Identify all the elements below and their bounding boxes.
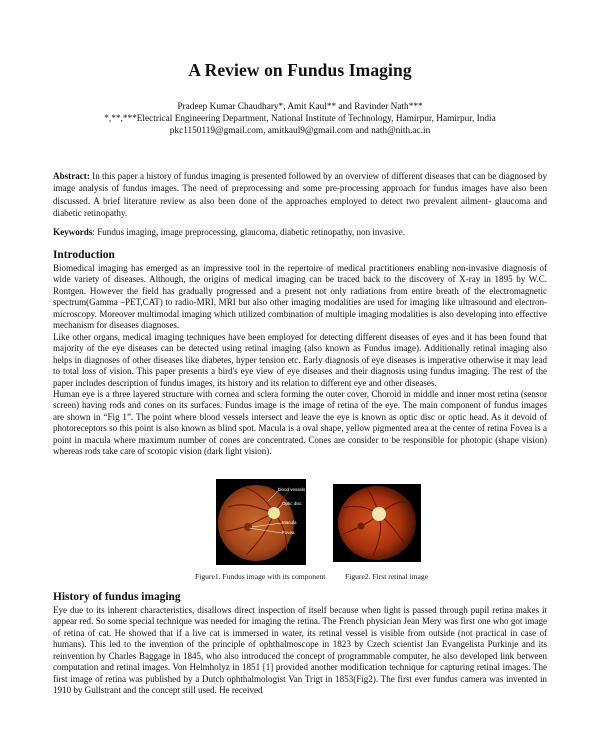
abstract xyxy=(53,170,547,219)
label-blood-vessels: blood vessels xyxy=(278,487,306,492)
optic-disc-drawing xyxy=(372,507,386,521)
label-fovea: Fovea xyxy=(282,530,295,535)
macula-drawing xyxy=(358,523,365,530)
history-heading: History of fundus imaging xyxy=(53,591,181,603)
keywords-text: : Fundus imaging, image preprocessing, glaucoma, diabetic retinopathy, non invasive. xyxy=(92,227,405,237)
introduction-body xyxy=(53,263,547,458)
author-block xyxy=(0,101,600,138)
figure-1-fundus-image xyxy=(216,479,306,565)
retina-disc xyxy=(338,486,416,560)
keywords-label: Keywords xyxy=(53,227,93,237)
introduction-heading: Introduction xyxy=(53,249,115,261)
abstract-text: In this paper a history of fundus imaging is presented followed by an overview of different diseases that can be diagnosed by image analysis of fundus images. The need of preprocessing and some pre-processing approach for fundus images have also been discussed. A brief literature review as also been done of the approaches employed to detect two prevalent ailment- glaucoma and diabetic retinopathy. xyxy=(53,171,547,218)
intro-paragraph: Biomedical imaging has emerged as an impressive tool in the repertoire of medical practitioners enabling non-invasive diagnosis of wide variety of diseases. Although, the origins of medical imaging can be traced back to the discovery of X-ray in 1895 by W.C. Rontgen. However the field has gradually progressed and a present not only radiations from entire breath of the electromagnetic spectrum(Gamma –PET,CAT) to radio-MRI, MRI but also other imaging modalities are used for imaging like ultrasound and electron-microscopy. Moreover multimodal imaging which utilized combination of multiple imaging modalities is also developing into effective mechanism for diseases diagnoses. xyxy=(53,263,547,331)
author-names: Pradeep Kumar Chaudhary*, Amit Kaul** and Ravinder Nath*** xyxy=(177,102,423,112)
author-affiliation: *,**,***Electrical Engineering Department, National Institute of Technology, Hamirpur, Hamirpur, India xyxy=(104,114,496,125)
paper-title: A Review on Fundus Imaging xyxy=(188,60,412,80)
label-macula: Macula xyxy=(282,520,297,525)
intro-paragraph: Human eye is a three layered structure with cornea and sclera forming the outer cover, Choroid in middle and inner most retina (sensor screen) having rods and cones on its surfaces. Fundus image is the image of retina of the eye. The main component of fundus images are shown in “Fig 1”. The point where blood vessels intersect and leave the eye is known as optic disc or optic head. As it devoid of photoreceptors so this point is also known as blind spot. Macula is a oval shape, yellow pigmented area at the center of retina Fovea is a point in macula where maximum number of cones are concentrated. Cones are consider to be responsible for photopic (shape vision) whereas rods take care of scotopic vision (dark light vision). xyxy=(53,388,547,457)
figure-2-caption: Figure2. First retinal image xyxy=(345,572,429,581)
figure-2-retinal-image xyxy=(333,484,421,562)
label-optic-disc: Optic disc xyxy=(282,501,302,506)
macula-drawing xyxy=(244,523,252,531)
abstract-label: Abstract: xyxy=(53,171,90,181)
keywords xyxy=(53,226,547,238)
history-paragraph: Eye due to its inherent characteristics, disallows direct inspection of itself because when light is passed through pupil retina makes it appear red. So some special technique was needed for imaging the retina. The French physician Jean Mery was first one who got image of retina of cat. He showed that if a live cat is immersed in water, its retinal vessel is visible from outside (not practical in case of humans). This led to the invention of the principle of ophthalmoscope in 1823 by Czech scientist Jan Evangelista Purkinje and its reinvention by Charles Baggage in 1845, who also introduced the concept of programmable computer, he also developed link between computation and retinal images. Von Helmholyz in 1851 [1] provided another modification technique for capturing retinal images. The first image of retina was published by a Dutch ophthalmologist Van Trigt in 1853(Fig2). The first ever fundus camera was invented in 1910 by Gullstrant and the concept still used. He received xyxy=(53,605,547,696)
intro-paragraph: Like other organs, medical imaging techniques have been employed for detecting different diseases of eyes and it has been found that majority of the eye diseases can be detected using retinal imaging (also known as Fundus image). Additionally retinal imaging also helps in diagnoses of other diseases like diabetes, hyper tension etc. Early diagnosis of eye diseases is imperative otherwise it may lead to total loss of vision. This paper presents a bird's eye view of eye diseases and their diagnosis using fundus imaging. The rest of the paper includes description of fundus images, its history and its relation to different eye and other diseases. xyxy=(53,331,547,388)
figure-1-caption: Figure1. Fundus image with its component xyxy=(195,572,326,581)
author-emails: pkc1150119@gmail.com, amitkaul9@gmail.com and nath@nith.ac.in xyxy=(169,126,431,137)
history-body xyxy=(53,605,547,697)
